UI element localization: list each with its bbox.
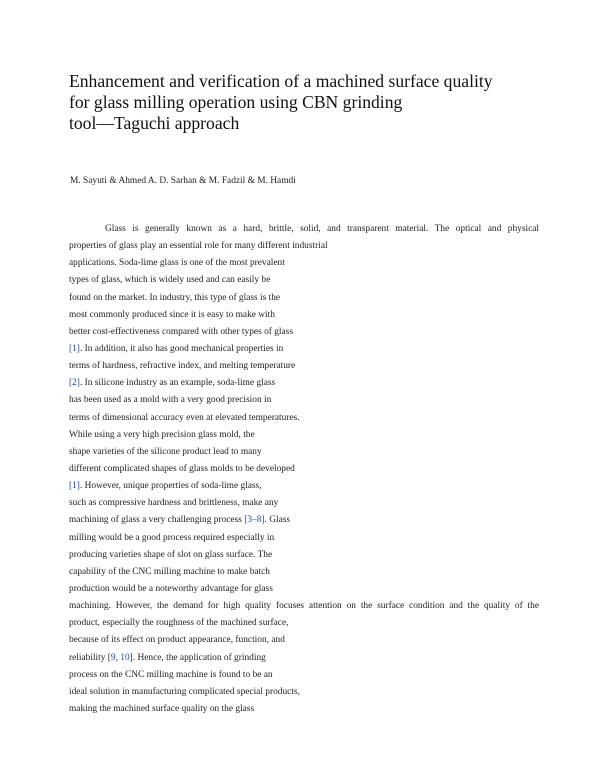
citation-link[interactable]: [2] <box>69 378 80 389</box>
title-line: tool—Taguchi approach <box>69 113 240 133</box>
body-line: different complicated shapes of glass molds to be developed <box>69 463 295 474</box>
citation-link[interactable]: [1] <box>69 343 80 354</box>
body-line: types of glass, which is widely used and can easily be <box>69 275 271 286</box>
body-line <box>69 650 539 667</box>
body-text-fragment: . In silicone industry as an example, soda-lime glass <box>79 378 276 389</box>
body-line: product, especially the roughness of the machined surface, <box>69 618 289 629</box>
body-line: production would be a noteworthy advantage for glass <box>69 583 273 594</box>
body-text-fragment: . However, unique properties of soda-lime glass, <box>79 481 262 492</box>
body-line: Glass is generally known as a hard, brittle, solid, and transparent material. The optical and physical <box>105 224 539 234</box>
body-line: terms of hardness, refractive index, and melting temperature <box>69 361 296 372</box>
body-line: process on the CNC milling machine is found to be an <box>69 669 273 680</box>
body-line <box>69 375 539 392</box>
body-line: While using a very high precision glass mold, the <box>69 429 255 440</box>
body-line: better cost-effectiveness compared with other types of glass <box>69 326 293 337</box>
body-line: found on the market. In industry, this type of glass is the <box>69 292 281 303</box>
body-line <box>69 512 539 529</box>
body-line: terms of dimensional accuracy even at elevated temperatures. <box>69 412 300 423</box>
body-text-fragment: machining of glass a very challenging process <box>69 515 245 526</box>
body-line: most commonly produced since it is easy to make with <box>69 309 275 320</box>
body-text-fragment: reliability [ <box>69 652 111 663</box>
body-line: ideal solution in manufacturing complicated special products, <box>69 686 300 697</box>
body-line: producing varieties shape of slot on glass surface. The <box>69 549 273 560</box>
body-line: shape varieties of the silicone product lead to many <box>69 446 262 457</box>
body-line: machining. However, the demand for high quality focuses attention on the surface condition and the quality of the <box>69 601 539 612</box>
citation-link[interactable]: [3–8] <box>244 515 265 526</box>
body-text-fragment: , <box>115 652 121 663</box>
body-line: capability of the CNC milling machine to make batch <box>69 566 270 577</box>
body-text-fragment: . In addition, it also has good mechanical properties in <box>79 343 284 354</box>
body-line: such as compressive hardness and brittleness, make any <box>69 498 279 509</box>
body-line <box>69 341 539 358</box>
body-line: milling would be a good process required especially in <box>69 532 275 543</box>
citation-link[interactable]: 10 <box>120 652 130 663</box>
body-text-fragment: . Glass <box>264 515 291 526</box>
citation-link[interactable]: 9 <box>110 652 116 663</box>
title-line: Enhancement and verification of a machined surface quality <box>69 71 493 91</box>
body-line <box>69 478 539 495</box>
body-line: applications. Soda-lime glass is one of the most prevalent <box>69 258 285 269</box>
title-line: for glass milling operation using CBN grinding <box>69 92 403 112</box>
body-line: making the machined surface quality on the glass <box>69 703 255 714</box>
body-line: because of its effect on product appearance, function, and <box>69 635 285 646</box>
body-text-fragment: ]. Hence, the application of grinding <box>129 652 266 663</box>
paper-title <box>69 71 539 134</box>
author-list: M. Sayuti & Ahmed A. D. Sarhan & M. Fadzil & M. Hamdi <box>70 176 296 186</box>
body-text <box>69 221 539 718</box>
body-line: has been used as a mold with a very good precision in <box>69 395 272 406</box>
body-line: properties of glass play an essential role for many different industrial <box>69 241 328 252</box>
citation-link[interactable]: [1] <box>69 481 80 492</box>
